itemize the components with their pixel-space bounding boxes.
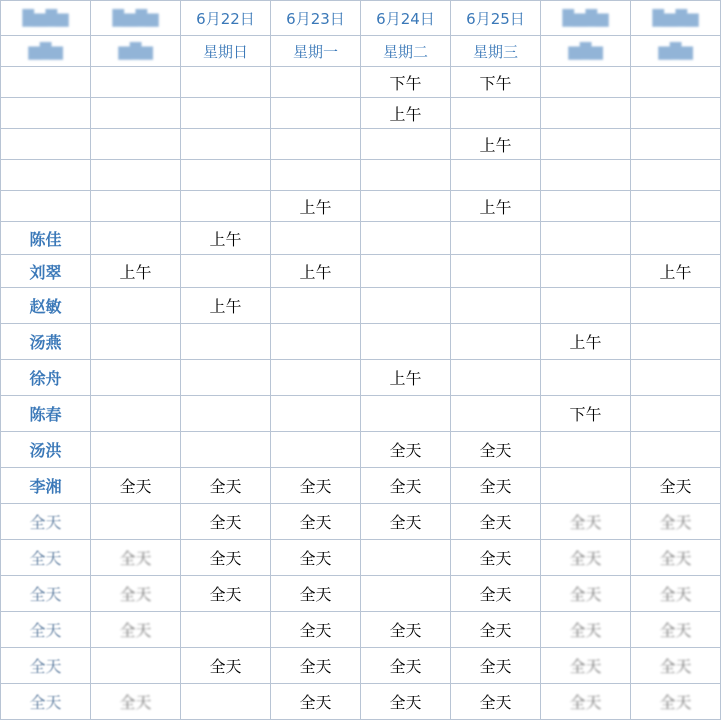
schedule-cell bbox=[361, 288, 451, 324]
schedule-cell: 全天 bbox=[181, 468, 271, 504]
schedule-cell bbox=[631, 98, 721, 129]
table-row bbox=[1, 288, 721, 324]
schedule-cell: 上午 bbox=[181, 288, 271, 324]
person-name bbox=[1, 160, 91, 191]
table-row bbox=[1, 468, 721, 504]
schedule-cell bbox=[541, 360, 631, 396]
schedule-cell: 全天 bbox=[91, 540, 181, 576]
schedule-cell bbox=[541, 129, 631, 160]
schedule-cell: 全天 bbox=[361, 432, 451, 468]
schedule-cell bbox=[631, 288, 721, 324]
schedule-cell: 上午 bbox=[271, 255, 361, 288]
person-name bbox=[1, 67, 91, 98]
schedule-cell bbox=[181, 191, 271, 222]
table-row bbox=[1, 129, 721, 160]
schedule-cell bbox=[541, 98, 631, 129]
schedule-cell bbox=[181, 98, 271, 129]
schedule-cell bbox=[271, 432, 361, 468]
schedule-cell bbox=[271, 129, 361, 160]
schedule-cell: 全天 bbox=[631, 684, 721, 720]
schedule-cell bbox=[541, 255, 631, 288]
schedule-cell bbox=[631, 432, 721, 468]
person-name: 汤燕 bbox=[1, 324, 91, 360]
header-date-row bbox=[1, 1, 721, 36]
person-name: 全天 bbox=[1, 648, 91, 684]
schedule-cell: 全天 bbox=[451, 504, 541, 540]
header-date: 6月24日 bbox=[361, 1, 451, 36]
schedule-cell: 全天 bbox=[271, 684, 361, 720]
schedule-cell bbox=[181, 432, 271, 468]
schedule-cell: 全天 bbox=[451, 684, 541, 720]
schedule-cell: 全天 bbox=[91, 612, 181, 648]
schedule-cell: 全天 bbox=[631, 576, 721, 612]
schedule-cell bbox=[271, 324, 361, 360]
schedule-cell: 全天 bbox=[541, 540, 631, 576]
schedule-cell bbox=[631, 160, 721, 191]
table-row bbox=[1, 432, 721, 468]
schedule-cell bbox=[541, 160, 631, 191]
schedule-cell bbox=[91, 432, 181, 468]
schedule-cell: 上午 bbox=[271, 191, 361, 222]
schedule-cell bbox=[541, 468, 631, 504]
schedule-cell bbox=[91, 504, 181, 540]
schedule-cell: 上午 bbox=[361, 98, 451, 129]
schedule-cell: 全天 bbox=[631, 648, 721, 684]
schedule-cell: 全天 bbox=[361, 648, 451, 684]
schedule-cell bbox=[451, 160, 541, 191]
table-row bbox=[1, 255, 721, 288]
table-row bbox=[1, 576, 721, 612]
schedule-cell bbox=[451, 255, 541, 288]
schedule-cell bbox=[631, 396, 721, 432]
schedule-cell bbox=[181, 324, 271, 360]
table-row bbox=[1, 396, 721, 432]
person-name: 徐舟 bbox=[1, 360, 91, 396]
schedule-cell bbox=[541, 432, 631, 468]
header-weekday: 星期二 bbox=[361, 36, 451, 67]
schedule-cell: 全天 bbox=[451, 432, 541, 468]
header-cell-blurred: █▆█▆ bbox=[631, 1, 721, 36]
person-name: 全天 bbox=[1, 540, 91, 576]
schedule-cell: 上午 bbox=[451, 191, 541, 222]
schedule-cell: 全天 bbox=[541, 648, 631, 684]
person-name: 全天 bbox=[1, 576, 91, 612]
schedule-cell bbox=[361, 160, 451, 191]
schedule-cell: 全天 bbox=[541, 576, 631, 612]
person-name: 陈春 bbox=[1, 396, 91, 432]
schedule-cell: 全天 bbox=[451, 468, 541, 504]
schedule-cell: 全天 bbox=[541, 612, 631, 648]
person-name: 全天 bbox=[1, 504, 91, 540]
schedule-cell bbox=[181, 612, 271, 648]
schedule-cell bbox=[91, 191, 181, 222]
schedule-cell: 上午 bbox=[91, 255, 181, 288]
schedule-cell bbox=[631, 324, 721, 360]
header-weekday: 星期日 bbox=[181, 36, 271, 67]
schedule-cell bbox=[631, 129, 721, 160]
schedule-cell bbox=[631, 222, 721, 255]
table-row bbox=[1, 540, 721, 576]
schedule-cell: 全天 bbox=[181, 504, 271, 540]
schedule-cell bbox=[91, 222, 181, 255]
schedule-cell bbox=[271, 360, 361, 396]
person-name: 全天 bbox=[1, 684, 91, 720]
person-name: 李湘 bbox=[1, 468, 91, 504]
table-row bbox=[1, 67, 721, 98]
schedule-cell bbox=[541, 191, 631, 222]
schedule-cell bbox=[271, 288, 361, 324]
schedule-cell bbox=[631, 67, 721, 98]
schedule-cell: 全天 bbox=[271, 468, 361, 504]
table-row bbox=[1, 191, 721, 222]
schedule-cell: 全天 bbox=[361, 684, 451, 720]
schedule-cell bbox=[181, 360, 271, 396]
table-row bbox=[1, 360, 721, 396]
table-row bbox=[1, 612, 721, 648]
schedule-cell bbox=[271, 67, 361, 98]
schedule-cell: 全天 bbox=[181, 648, 271, 684]
header-weekday: 星期三 bbox=[451, 36, 541, 67]
schedule-cell: 全天 bbox=[181, 540, 271, 576]
schedule-cell bbox=[271, 396, 361, 432]
schedule-cell: 全天 bbox=[361, 468, 451, 504]
schedule-cell bbox=[91, 288, 181, 324]
schedule-cell bbox=[451, 360, 541, 396]
schedule-cell bbox=[181, 255, 271, 288]
schedule-cell bbox=[451, 396, 541, 432]
schedule-cell: 全天 bbox=[451, 576, 541, 612]
schedule-cell: 全天 bbox=[91, 684, 181, 720]
person-name bbox=[1, 98, 91, 129]
schedule-cell: 上午 bbox=[361, 360, 451, 396]
schedule-cell bbox=[91, 360, 181, 396]
schedule-cell: 全天 bbox=[271, 540, 361, 576]
person-name bbox=[1, 129, 91, 160]
schedule-cell bbox=[91, 129, 181, 160]
schedule-cell bbox=[271, 160, 361, 191]
table-row bbox=[1, 648, 721, 684]
header-cell-blurred: █▆█▆ bbox=[1, 1, 91, 36]
header-weekday-row bbox=[1, 36, 721, 67]
schedule-cell bbox=[361, 324, 451, 360]
schedule-cell: 全天 bbox=[631, 504, 721, 540]
schedule-cell: 全天 bbox=[271, 576, 361, 612]
schedule-cell: 全天 bbox=[451, 612, 541, 648]
schedule-cell bbox=[451, 288, 541, 324]
table-row bbox=[1, 98, 721, 129]
schedule-cell: 全天 bbox=[271, 648, 361, 684]
header-cell-blurred: ▆█▆ bbox=[1, 36, 91, 67]
table-row bbox=[1, 684, 721, 720]
schedule-cell bbox=[361, 129, 451, 160]
header-cell-blurred: ▆█▆ bbox=[541, 36, 631, 67]
schedule-cell bbox=[91, 648, 181, 684]
schedule-cell bbox=[631, 360, 721, 396]
header-cell-blurred: ▆█▆ bbox=[91, 36, 181, 67]
schedule-cell bbox=[181, 129, 271, 160]
schedule-cell bbox=[361, 255, 451, 288]
person-name: 刘翠 bbox=[1, 255, 91, 288]
schedule-cell: 全天 bbox=[541, 504, 631, 540]
schedule-cell: 全天 bbox=[541, 684, 631, 720]
person-name bbox=[1, 191, 91, 222]
schedule-cell: 全天 bbox=[91, 468, 181, 504]
schedule-cell bbox=[361, 540, 451, 576]
schedule-cell bbox=[541, 67, 631, 98]
schedule-cell: 下午 bbox=[451, 67, 541, 98]
person-name: 陈佳 bbox=[1, 222, 91, 255]
schedule-body bbox=[1, 1, 721, 720]
schedule-cell: 下午 bbox=[541, 396, 631, 432]
schedule-cell: 全天 bbox=[631, 540, 721, 576]
table-row bbox=[1, 504, 721, 540]
table-row bbox=[1, 324, 721, 360]
schedule-cell: 全天 bbox=[361, 504, 451, 540]
schedule-cell: 全天 bbox=[451, 540, 541, 576]
schedule-cell bbox=[361, 222, 451, 255]
header-cell-blurred: ▆█▆ bbox=[631, 36, 721, 67]
schedule-cell: 上午 bbox=[181, 222, 271, 255]
schedule-cell: 全天 bbox=[361, 612, 451, 648]
schedule-cell bbox=[91, 160, 181, 191]
header-date: 6月25日 bbox=[451, 1, 541, 36]
schedule-cell bbox=[271, 222, 361, 255]
person-name: 汤洪 bbox=[1, 432, 91, 468]
table-row bbox=[1, 160, 721, 191]
schedule-cell: 上午 bbox=[451, 129, 541, 160]
schedule-cell bbox=[181, 684, 271, 720]
schedule-cell: 全天 bbox=[181, 576, 271, 612]
schedule-cell: 全天 bbox=[271, 612, 361, 648]
header-cell-blurred: █▆█▆ bbox=[541, 1, 631, 36]
table-row bbox=[1, 222, 721, 255]
schedule-cell: 全天 bbox=[451, 648, 541, 684]
schedule-cell: 上午 bbox=[541, 324, 631, 360]
schedule-cell bbox=[181, 67, 271, 98]
schedule-cell bbox=[271, 98, 361, 129]
schedule-cell bbox=[91, 396, 181, 432]
schedule-cell: 下午 bbox=[361, 67, 451, 98]
schedule-cell bbox=[91, 67, 181, 98]
schedule-cell bbox=[361, 576, 451, 612]
schedule-cell bbox=[451, 324, 541, 360]
schedule-cell bbox=[451, 98, 541, 129]
schedule-cell bbox=[361, 191, 451, 222]
schedule-cell: 全天 bbox=[271, 504, 361, 540]
schedule-cell bbox=[541, 288, 631, 324]
schedule-cell: 全天 bbox=[631, 468, 721, 504]
person-name: 全天 bbox=[1, 612, 91, 648]
schedule-cell bbox=[541, 222, 631, 255]
schedule-cell bbox=[91, 98, 181, 129]
schedule-cell bbox=[91, 324, 181, 360]
schedule-cell: 全天 bbox=[91, 576, 181, 612]
header-cell-blurred: █▆█▆ bbox=[91, 1, 181, 36]
schedule-cell bbox=[181, 396, 271, 432]
schedule-cell: 全天 bbox=[631, 612, 721, 648]
header-date: 6月23日 bbox=[271, 1, 361, 36]
header-date: 6月22日 bbox=[181, 1, 271, 36]
header-weekday: 星期一 bbox=[271, 36, 361, 67]
schedule-cell bbox=[451, 222, 541, 255]
schedule-cell bbox=[181, 160, 271, 191]
schedule-cell bbox=[361, 396, 451, 432]
person-name: 赵敏 bbox=[1, 288, 91, 324]
schedule-cell: 上午 bbox=[631, 255, 721, 288]
schedule-cell bbox=[631, 191, 721, 222]
